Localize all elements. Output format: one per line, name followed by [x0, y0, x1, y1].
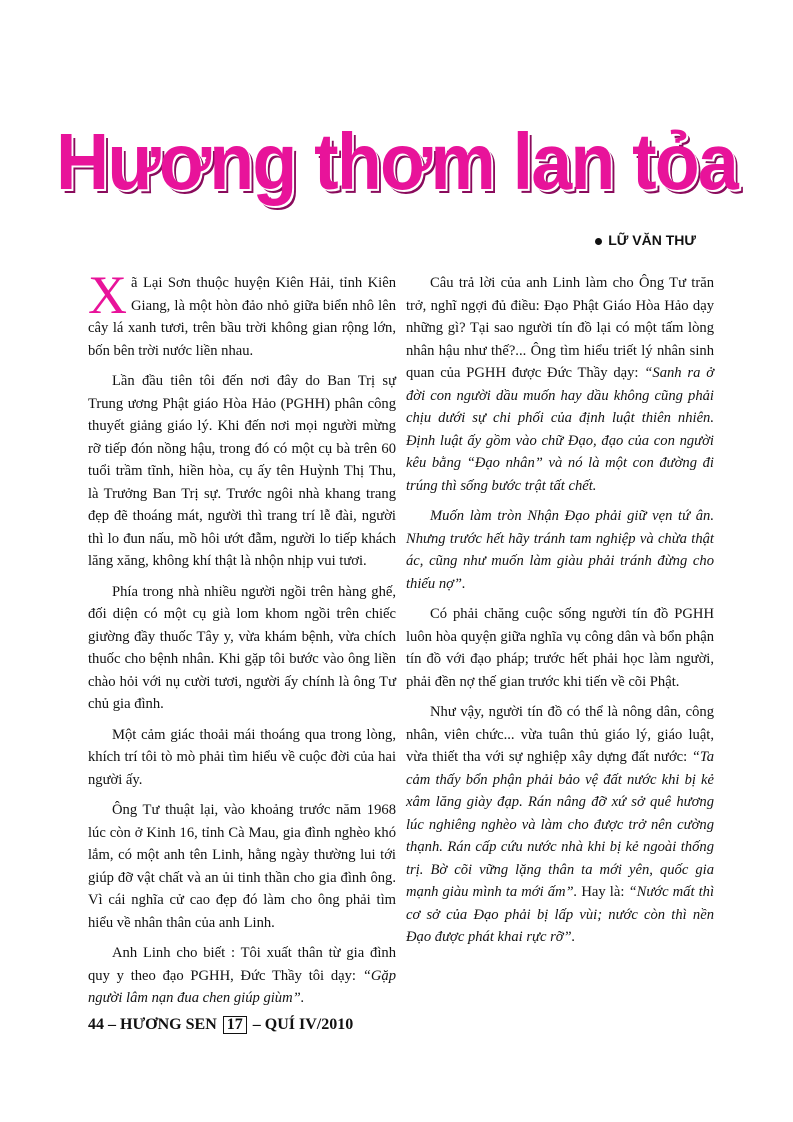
quote: “Nước mất thì cơ sở của Đạo phải bị lấp vùi; nước còn thì nền Đạo được phát khai rực rỡ”.	[406, 884, 715, 945]
paragraph: Có phải chăng cuộc sống người tín đồ PGHH luôn hòa quyện giữa nghĩa vụ công dân và bổn phận tín đồ với đạo pháp; trước hết phải học làm người, phải đền nợ thế gian trước khi tiến về cõi Phật.	[406, 606, 714, 690]
paragraph: Anh Linh cho biết : Tôi xuất thân từ gia đình quy y theo đạo PGHH, Đức Thầy tôi dạy: “Gặp người lâm nạn đua chen giúp giùm”.	[88, 945, 396, 1006]
author-byline	[595, 232, 696, 248]
drop-cap: X	[88, 265, 127, 325]
page-footer	[88, 1016, 353, 1034]
issue-number: 17	[223, 1016, 247, 1034]
paragraph: Lần đầu tiên tôi đến nơi đây do Ban Trị sự Trung ương Phật giáo Hòa Hảo (PGHH) phân công thuyết giảng giáo lý. Khi đến nơi mọi người mừng rỡ tiếp đón nồng hậu, trong đó có một cụ bà trên 60 tuổi trầm tĩnh, hiền hòa, cụ ấy tên Huỳnh Thị Thu, là Trưởng Ban Trị sự. Trước ngôi nhà khang trang đẹp đẽ thoáng mát, người thì trang trí lễ đài, người thì lo đun nấu, mồ hôi ướt đẫm, người lo tiếp khách lăng xăng, không khí thật là nhộn nhịp vui tươi.	[88, 373, 396, 569]
article-title: Hương thơm lan tỏa	[56, 117, 737, 206]
left-column	[88, 265, 396, 1018]
quote: Muốn làm tròn Nhận Đạo phải giữ vẹn tứ ân. Nhưng trước hết hãy tránh tam nghiệp và chừa thật ác, cũng như muốn làm giàu phải tránh đừng cho thiếu nợ”.	[406, 508, 714, 592]
issue-quarter: – QUÍ IV/2010	[252, 1016, 354, 1033]
paragraph: Như vậy, người tín đồ có thể là nông dân, công nhân, viên chức... vừa tuân thủ giáo lý, giáo luật, vừa thiết tha với sự nghiệp xây dựng đất nước: “Ta cảm thấy bổn phận phải bảo vệ đất nước khi bị kẻ xâm lăng giày đạp. Rán nâng đỡ xứ sở quê hương lúc nghiêng nghèo và làm cho được trở nên cường thạnh. Rán cấp cứu nước nhà khi bị kẻ ngoài thống trị. Bờ cõi vững lặng thân ta mới yên, quốc gia mạnh giàu mình ta mới ấm”. Hay là: “Nước mất thì cơ sở của Đạo phải bị lấp vùi; nước còn thì nền Đạo được phát khai rực rỡ”.	[406, 704, 715, 945]
author-name: LỮ VĂN THƯ	[608, 232, 696, 248]
paragraph: Một cảm giác thoải mái thoáng qua trong lòng, khích trí tôi tò mò phải tìm hiểu về cuộc đời của hai người ấy.	[88, 726, 396, 788]
paragraph: Xã Lại Sơn thuộc huyện Kiên Hải, tỉnh Kiên Giang, là một hòn đảo nhỏ giữa biển nhô lên cây lá xanh tươi, trên bầu trời không gian rộng lớn, bốn bên trời nước liền nhau.	[88, 265, 396, 359]
quote: “Ta cảm thấy bổn phận phải bảo vệ đất nước khi bị kẻ xâm lăng giày đạp. Rán nâng đỡ xứ sở quê hương lúc nghiêng nghèo và làm cho được trở nên cường thạnh. Rán cấp cứu nước nhà khi bị kẻ ngoài thống trị. Bờ cõi vững lặng thân ta mới yên, quốc gia mạnh giàu mình ta mới ấm”.	[406, 749, 714, 900]
paragraph: Ông Tư thuật lại, vào khoảng trước năm 1968 lúc còn ở Kinh 16, tỉnh Cà Mau, gia đình nghèo khó lắm, có một anh tên Linh, hằng ngày thường lui tới giúp đỡ vật chất và an ủi tinh thần cho gia đình ông. Vì cái nghĩa cử cao đẹp đó làm cho ông phải tìm hiểu về nhân thân của anh Linh.	[88, 802, 396, 931]
paragraph: Phía trong nhà nhiều người ngồi trên hàng ghế, đối diện có một cụ già lom khom ngồi trên chiếc giường đầy thuốc Tây y, vừa khám bệnh, vừa chích thuốc cho bệnh nhân. Khi gặp tôi bước vào ông liền chào hỏi với nụ cười tươi, người ấy chính là ông Tư chủ gia đình.	[88, 583, 396, 712]
paragraph	[406, 505, 714, 595]
quote: “Gặp người lâm nạn đua chen giúp giùm”.	[88, 967, 396, 1006]
paragraph: Câu trả lời của anh Linh làm cho Ông Tư trăn trở, nghĩ ngợi đủ điều: Đạo Phật Giáo Hòa Hảo dạy những gì? Tại sao người tín đồ lại có một tấm lòng nhân hậu như thế?... Ông tìm hiểu triết lý nhân sinh quan của PGHH được Đức Thầy dạy: “Sanh ra ở đời con người dầu muốn hay dầu không cũng phải chịu dưới sự chi phối của định luật thiên nhiên. Định luật ấy gồm vào chữ Đạo, đạo của con người kêu bằng “Đạo nhân” và nó là một con đường đi trúng thì sống bước trật tất chết.	[406, 275, 714, 494]
right-column	[406, 272, 714, 957]
page-number: 44 – HƯƠNG SEN	[88, 1016, 217, 1033]
quote: “Sanh ra ở đời con người dầu muốn hay dầu không cũng phải chịu dưới sự chi phối của định luật thiên nhiên. Định luật ấy gồm vào chữ Đạo, đạo của con người kêu bằng “Đạo nhân” và nó là một con đường đi trúng thì sống bước trật tất chết.	[406, 365, 714, 494]
bullet-icon	[595, 238, 602, 245]
